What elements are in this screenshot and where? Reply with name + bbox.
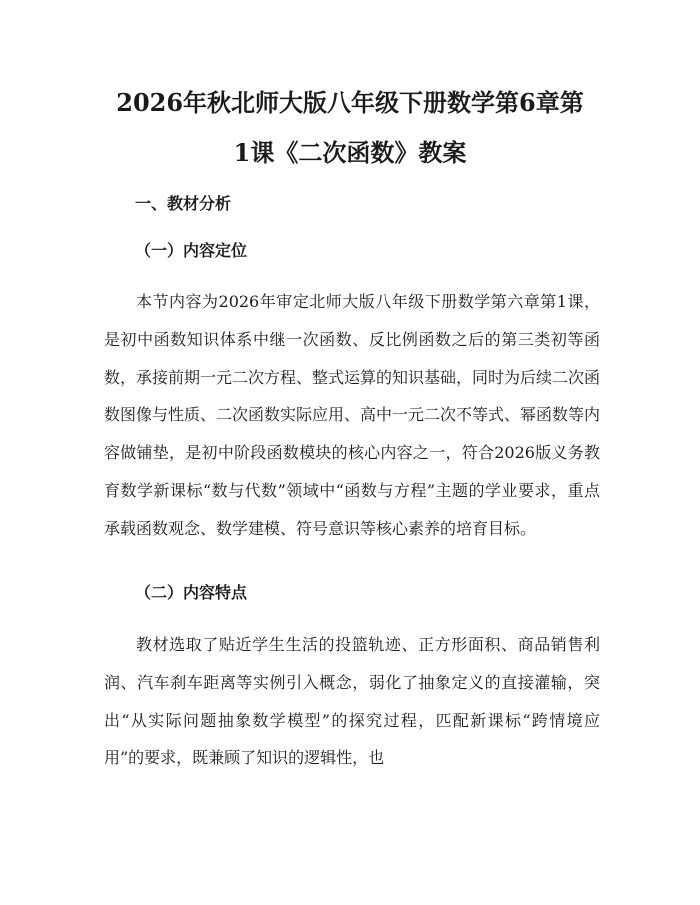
subsection-heading-content-features: （二）内容特点: [135, 583, 248, 602]
section-heading-textbook-analysis: 一、教材分析: [135, 194, 232, 213]
subsection-heading-content-positioning: （一）内容定位: [135, 241, 248, 260]
paragraph-content-features: 教材选取了贴近学生生活的投篮轨迹、正方形面积、商品销售利润、汽车刹车距离等实例引入概念，弱化了抽象定义的直接灌输，突出“从实际问题抽象数学模型”的探究过程，匹配新课标“跨情境应用”的要求，既兼顾了知识的逻辑性，也: [104, 635, 600, 768]
paragraph-content-positioning: 本节内容为2026年审定北师大版八年级下册数学第六章第1课，是初中函数知识体系中继一次函数、反比例函数之后的第三类初等函数，承接前期一元二次方程、整式运算的知识基础，同时为后续二次函数图像与性质、二次函数实际应用、高中一元二次不等式、幂函数等内容做铺垫，是初中阶段函数模块的核心内容之一，符合2026版义务教育数学新课标“数与代数”领域中“函数与方程”主题的学业要求，重点承载函数观念、数学建模、符号意识等核心素养的培育目标。: [104, 292, 601, 538]
document-title-line-1: 2026年秋北师大版八年级下册数学第6章第: [116, 88, 584, 117]
document-title-line-2: 1课《二次函数》教案: [233, 138, 467, 167]
